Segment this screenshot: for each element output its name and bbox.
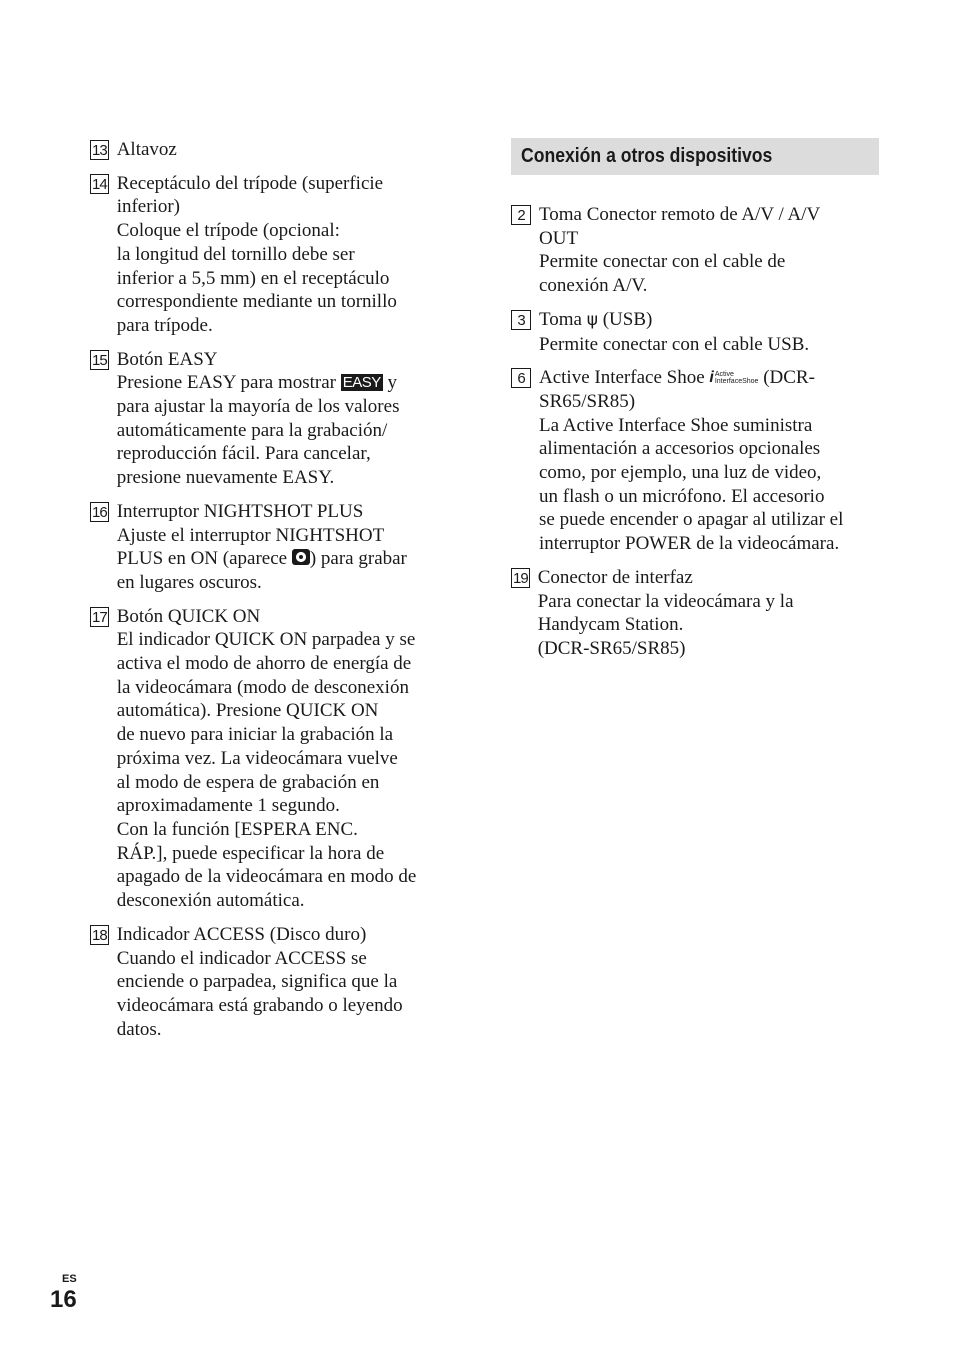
item-line: apagado de la videocámara en modo de bbox=[116, 866, 417, 888]
item-13 bbox=[90, 138, 460, 162]
item-body bbox=[538, 566, 794, 661]
item-line: próxima vez. La videocámara vuelve bbox=[116, 747, 398, 769]
item-line: para trípode. bbox=[116, 314, 213, 336]
item-line: datos. bbox=[116, 1018, 162, 1040]
right-column bbox=[511, 138, 879, 671]
item-3 bbox=[511, 308, 879, 356]
page-number: 16 bbox=[50, 1286, 77, 1313]
item-line: de nuevo para iniciar la grabación la bbox=[116, 724, 394, 746]
item-line bbox=[539, 308, 809, 333]
item-line: automáticamente para la grabación/ bbox=[116, 419, 388, 441]
item-number: 3 bbox=[511, 310, 531, 330]
item-2 bbox=[511, 203, 879, 298]
item-16 bbox=[90, 500, 460, 595]
item-line: como, por ejemplo, una luz de video, bbox=[539, 462, 822, 484]
section-header bbox=[511, 138, 879, 175]
item-line: Altavoz bbox=[116, 139, 177, 160]
item-15 bbox=[90, 348, 460, 490]
nightshot-icon bbox=[292, 549, 310, 565]
item-line: Coloque el trípode (opcional: bbox=[116, 220, 340, 242]
item-line: la longitud del tornillo debe ser bbox=[116, 243, 355, 265]
ais-line-1: Active bbox=[714, 371, 734, 379]
item-line: Permite conectar con el cable de bbox=[539, 251, 786, 273]
item-title: Interruptor NIGHTSHOT PLUS bbox=[116, 500, 364, 522]
item-body bbox=[539, 308, 809, 356]
item-body bbox=[539, 366, 843, 556]
language-code: ES bbox=[62, 1273, 77, 1285]
item-line: en lugares oscuros. bbox=[116, 571, 262, 593]
item-number: 19 bbox=[513, 569, 528, 587]
item-body bbox=[117, 138, 177, 162]
item-line: interruptor POWER de la videocámara. bbox=[539, 533, 840, 555]
item-line: Toma Conector remoto de A/V / A/V bbox=[539, 204, 821, 225]
item-line: aproximadamente 1 segundo. bbox=[116, 795, 340, 817]
item-body bbox=[539, 203, 820, 298]
item-line bbox=[539, 366, 843, 390]
item-number: 18 bbox=[92, 926, 107, 944]
item-line: activa el modo de ahorro de energía de bbox=[116, 653, 412, 675]
item-number: 14 bbox=[92, 175, 107, 193]
item-line: inferior a 5,5 mm) en el receptáculo bbox=[116, 267, 390, 289]
item-text: Presione EASY para mostrar bbox=[116, 372, 337, 394]
item-line: inferior) bbox=[116, 196, 180, 218]
item-line: la videocámara (modo de desconexión bbox=[116, 676, 409, 698]
item-line: enciende o parpadea, significa que la bbox=[116, 971, 398, 993]
item-line: desconexión automática. bbox=[116, 890, 305, 912]
item-body bbox=[117, 605, 417, 913]
item-line: Cuando el indicador ACCESS se bbox=[116, 947, 367, 969]
item-number: 2 bbox=[511, 205, 531, 225]
item-body bbox=[117, 500, 407, 595]
item-line: (DCR-SR65/SR85) bbox=[537, 637, 686, 659]
item-line: Con la función [ESPERA ENC. bbox=[116, 818, 358, 840]
item-line: SR65/SR85) bbox=[539, 390, 636, 412]
item-line: Indicador ACCESS (Disco duro) bbox=[116, 923, 367, 945]
item-line: Para conectar la videocámara y la bbox=[537, 590, 794, 612]
item-body bbox=[117, 348, 400, 490]
item-line: correspondiente mediante un tornillo bbox=[116, 291, 397, 313]
item-number: 6 bbox=[511, 368, 531, 388]
item-text: ) para grabar bbox=[309, 548, 407, 570]
item-text: PLUS en ON (aparece bbox=[116, 548, 288, 570]
item-line: videocámara está grabando o leyendo bbox=[116, 994, 403, 1016]
item-line: Botón QUICK ON bbox=[116, 605, 261, 627]
item-text: (USB) bbox=[602, 308, 653, 330]
item-14 bbox=[90, 172, 460, 338]
item-line: para ajustar la mayoría de los valores bbox=[116, 396, 400, 418]
item-number: 16 bbox=[92, 503, 107, 521]
item-line: La Active Interface Shoe suministra bbox=[539, 414, 813, 436]
item-line: se puede encender o apagar al utilizar el bbox=[539, 509, 844, 531]
item-19 bbox=[511, 566, 879, 661]
item-line: presione nuevamente EASY. bbox=[116, 467, 335, 489]
item-6 bbox=[511, 366, 879, 556]
item-text: (DCR- bbox=[763, 367, 815, 389]
item-line: un flash o un micrófono. El accesorio bbox=[539, 485, 825, 507]
item-text: Active Interface Shoe bbox=[539, 367, 705, 389]
item-number: 15 bbox=[92, 351, 107, 369]
item-number: 17 bbox=[92, 608, 107, 626]
easy-icon: EASY bbox=[342, 374, 381, 392]
item-17 bbox=[90, 605, 460, 913]
item-line: reproducción fácil. Para cancelar, bbox=[116, 443, 371, 465]
section-title: Conexión a otros dispositivos bbox=[521, 145, 773, 167]
active-interface-shoe-icon: i Active InterfaceShoe bbox=[709, 369, 759, 387]
left-column bbox=[90, 138, 460, 1051]
item-line: conexión A/V. bbox=[539, 275, 648, 297]
usb-icon: ψ bbox=[586, 309, 598, 330]
item-line: Handycam Station. bbox=[537, 614, 684, 636]
item-text: y bbox=[387, 372, 398, 394]
item-line: OUT bbox=[539, 227, 579, 249]
item-line: El indicador QUICK ON parpadea y se bbox=[116, 629, 416, 651]
item-line: RÁP.], puede especificar la hora de bbox=[116, 842, 385, 864]
item-line: al modo de espera de grabación en bbox=[116, 771, 380, 793]
item-line: automática). Presione QUICK ON bbox=[116, 700, 379, 722]
item-line: Receptáculo del trípode (superficie bbox=[116, 172, 384, 194]
item-line bbox=[117, 547, 407, 571]
item-body bbox=[117, 172, 397, 338]
item-line bbox=[117, 371, 400, 395]
item-title: Botón EASY bbox=[116, 348, 218, 370]
item-line: alimentación a accesorios opcionales bbox=[539, 438, 821, 460]
item-line: Permite conectar con el cable USB. bbox=[539, 333, 810, 355]
ais-line-2: InterfaceShoe bbox=[714, 378, 759, 386]
item-text: Toma bbox=[539, 308, 582, 330]
item-number: 13 bbox=[92, 142, 107, 159]
item-line: Conector de interfaz bbox=[537, 566, 693, 588]
item-line: Ajuste el interruptor NIGHTSHOT bbox=[116, 524, 385, 546]
item-body bbox=[117, 923, 403, 1042]
item-18 bbox=[90, 923, 460, 1042]
